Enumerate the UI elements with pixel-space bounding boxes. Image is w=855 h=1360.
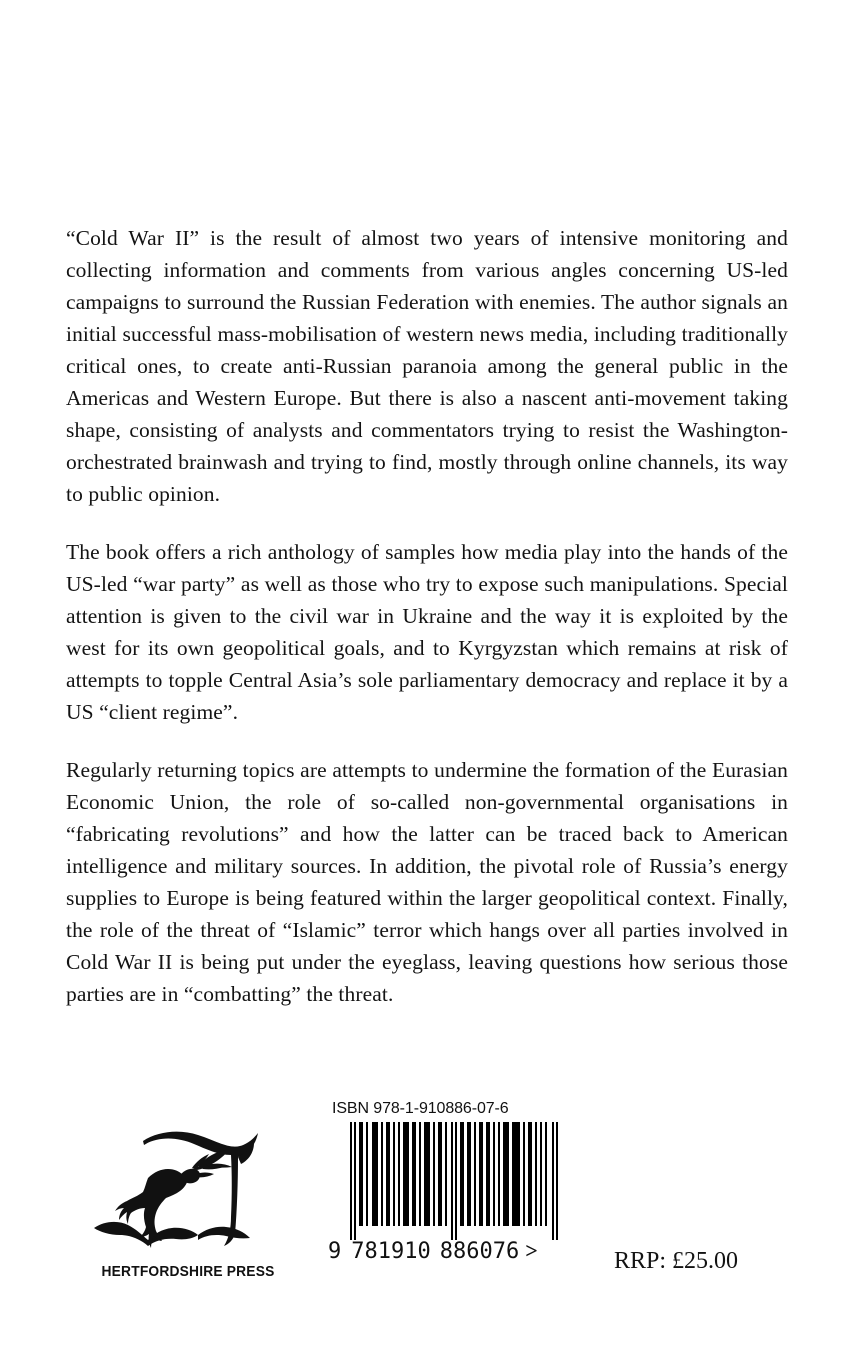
barcode-digits-left: 781910 <box>351 1239 431 1264</box>
recommended-retail-price: RRP: £25.00 <box>614 1248 739 1274</box>
blurb-paragraph-1: “Cold War II” is the result of almost two years of intensive monitoring and collecting information and comments from various angles concerning US-led campaigns to surround the Russian Federation with enemies. The author signals an initial successful mass-mobilisation of western news media, including traditionally critical ones, to create anti-Russian paranoia among the general public in the Americas and Western Europe. But there is also a nascent anti-movement taking shape, consisting of analysts and commentators trying to resist the Washington-orchestrated brainwash and trying to find, mostly through online channels, its way to public opinion. <box>66 226 788 506</box>
barcode-digit-lead: 9 <box>328 1239 342 1264</box>
back-cover-footer <box>0 1100 855 1300</box>
barcode-guard-symbol: > <box>525 1238 538 1263</box>
blurb-paragraph-2: The book offers a rich anthology of samples how media play into the hands of the US-led “war party” as well as those who try to expose such manipulations. Special attention is given to the civil war in Ukraine and the way it is exploited by the west for its own geopolitical goals, and to Kyrgyzstan which remains at risk of attempts to topple Central Asia’s sole parliamentary democracy and replace it by a US “client regime”. <box>66 540 788 724</box>
barcode-bars-icon <box>350 1122 562 1240</box>
barcode-digits <box>328 1238 566 1264</box>
isbn-label: ISBN 978-1-910886-07-6 <box>332 1100 509 1117</box>
isbn-barcode <box>326 1100 566 1264</box>
back-cover-blurb <box>66 222 788 1010</box>
barcode-digits-right: 886076 <box>439 1239 520 1264</box>
publisher-name: HERTFORDSHIRE PRESS <box>101 1263 275 1280</box>
publisher-logo <box>78 1122 298 1280</box>
leaping-stag-over-open-book-with-banner-icon <box>88 1122 288 1262</box>
blurb-paragraph-3: Regularly returning topics are attempts to undermine the formation of the Eurasian Economic Union, the role of so-called non-governmental organisations in “fabricating revolutions” and how the latter can be traced back to American intelligence and military sources. In addition, the pivotal role of Russia’s energy supplies to Europe is being featured within the larger geopolitical context. Finally, the role of the threat of “Islamic” terror which hangs over all parties involved in Cold War II is being put under the eyeglass, leaving questions how serious those parties are in “combatting” the threat. <box>66 758 788 1006</box>
